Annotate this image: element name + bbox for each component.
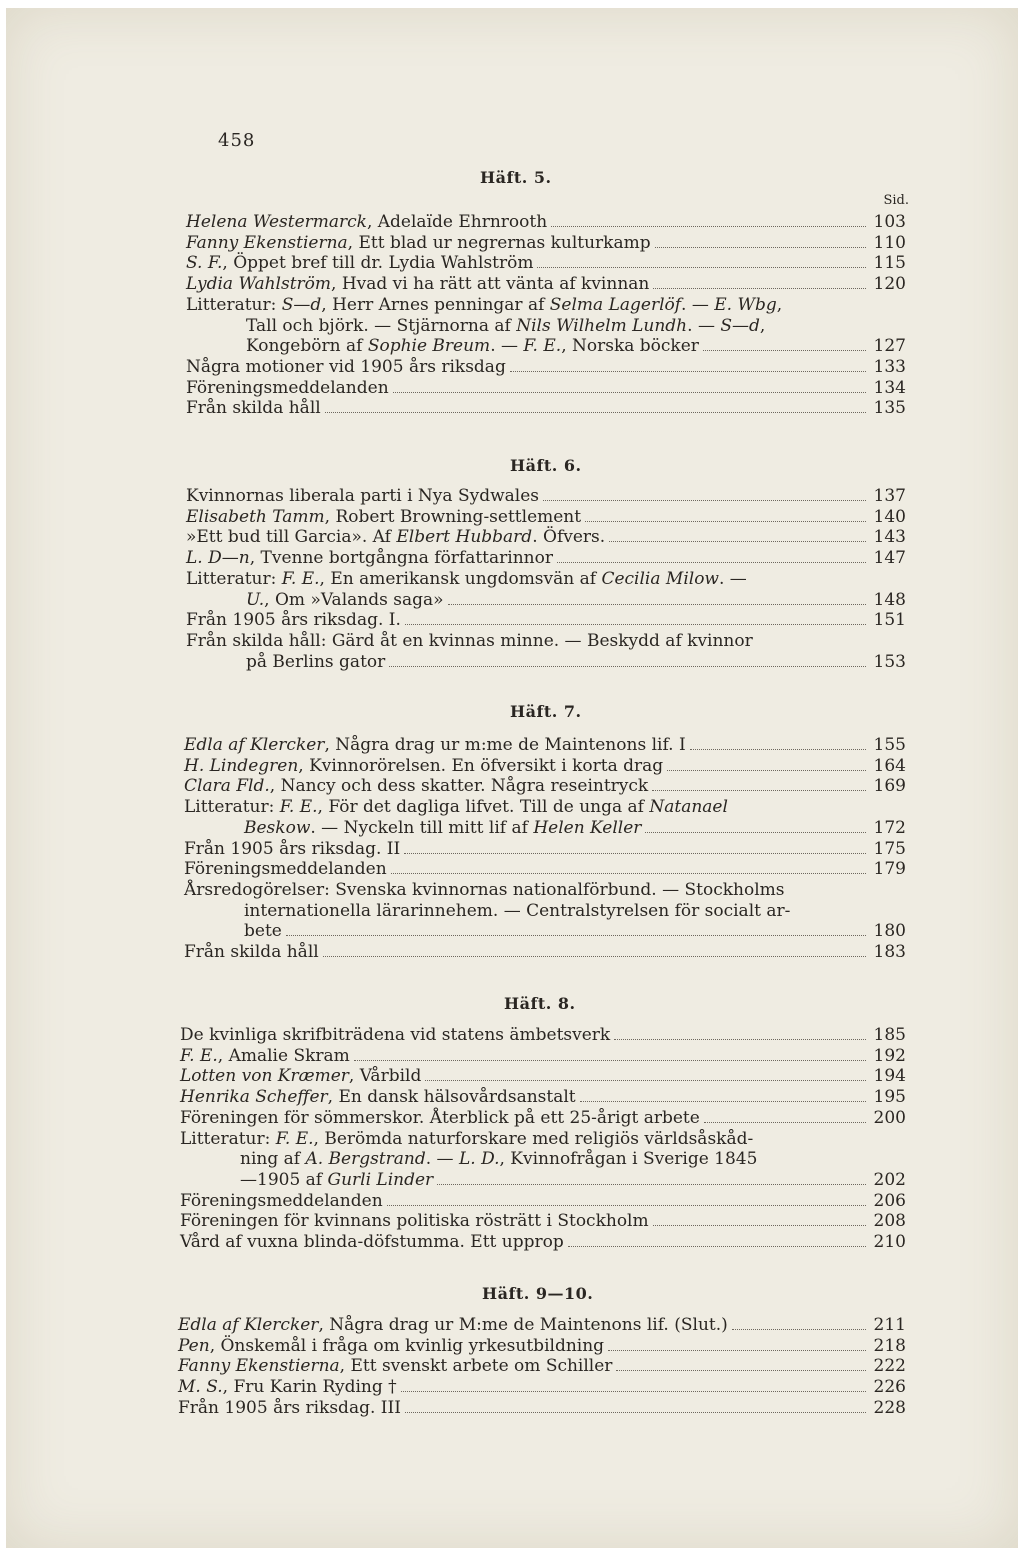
toc-entry-page: 200 (873, 1107, 906, 1128)
toc-entry-text: på Berlins gator (246, 651, 386, 672)
toc-entry (246, 652, 906, 673)
toc-entry-text: Henrika Scheffer, En dansk hälsovårdsanstalt (180, 1087, 576, 1108)
leader-dots (405, 624, 866, 625)
toc-entry-page: 137 (873, 486, 906, 506)
toc-entry-text: H. Lindegren, Kvinnorörelsen. En öfversikt i korta drag (184, 755, 664, 776)
toc-entry (186, 527, 906, 548)
leader-dots (690, 749, 866, 750)
toc-entry-text: Beskow. — Nyckeln till mitt lif af Helen Keller (244, 817, 642, 838)
toc-entry-page: 103 (873, 212, 906, 232)
toc-entry (240, 1149, 906, 1170)
section-title: Häft. 7. (510, 702, 582, 721)
toc-entry-page: 143 (873, 527, 906, 548)
toc-entry-text: Litteratur: F. E., För det dagliga lifvet. Till de unga af Natanael (184, 797, 728, 818)
toc-entry-text: Clara Fld., Nancy och dess skatter. Några reseintryck (184, 776, 649, 797)
toc-entry (244, 921, 906, 942)
toc-entry (186, 631, 906, 652)
toc-entry-text: Tall och björk. — Stjärnorna af Nils Wilhelm Lundh. — S—d, (246, 315, 766, 336)
section-title: Häft. 8. (504, 994, 576, 1013)
toc-entry-page: 206 (873, 1190, 906, 1211)
leader-dots (557, 562, 866, 563)
leader-dots (437, 1184, 866, 1185)
toc-entry (180, 1066, 906, 1087)
toc-entry-page: 155 (873, 735, 906, 755)
toc-entry-text: Edla af Klercker, Några drag ur m:me de Maintenons lif. I (184, 735, 686, 755)
toc-entry (244, 901, 906, 922)
leader-dots (614, 1039, 866, 1040)
leader-dots (655, 247, 866, 248)
leader-dots (393, 392, 866, 393)
toc-entry (180, 1025, 906, 1046)
toc-entry-text: Årsredogörelser: Svenska kvinnornas nationalförbund. — Stockholms (184, 879, 785, 900)
toc-entry-page: 210 (873, 1232, 906, 1252)
toc-entry-page: 120 (873, 274, 906, 295)
toc-entry-text: Fanny Ekenstierna, Ett blad ur negrernas kulturkamp (186, 232, 651, 253)
toc-entry-page: 110 (873, 232, 906, 253)
page-number: 458 (218, 130, 256, 151)
toc-entry (184, 839, 906, 860)
leader-dots (323, 956, 866, 957)
toc-entry-text: Elisabeth Tamm, Robert Browning-settlement (186, 506, 582, 527)
toc-entry-page: 153 (873, 651, 906, 672)
leader-dots (704, 1122, 866, 1123)
leader-dots (609, 541, 866, 542)
toc-entry-page: 133 (873, 356, 906, 377)
toc-entry (180, 1129, 906, 1150)
leader-dots (653, 1225, 866, 1226)
leader-dots (732, 1329, 866, 1330)
toc-entry (184, 859, 906, 880)
toc-entry-page: 195 (873, 1087, 906, 1108)
toc-entry-text: De kvinliga skrifbiträdena vid statens ämbetsverk (180, 1025, 611, 1045)
leader-dots (652, 790, 866, 791)
toc-entry-text: Litteratur: F. E., En amerikansk ungdomsvän af Cecilia Milow. — (186, 568, 747, 589)
toc-entry (186, 378, 906, 399)
toc-entry-text: L. D—n, Tvenne bortgångna författarinnor (186, 548, 553, 569)
toc-entry-text: Från skilda håll: Gärd åt en kvinnas minne. — Beskydd af kvinnor (186, 630, 753, 651)
toc-entry (180, 1046, 906, 1067)
leader-dots (286, 935, 866, 936)
toc-entry-page: 147 (873, 548, 906, 569)
toc-entry-page: 185 (873, 1025, 906, 1045)
leader-dots (653, 288, 866, 289)
toc-entry-text: Litteratur: S—d, Herr Arnes penningar af Selma Lagerlöf. — E. Wbg, (186, 294, 783, 315)
toc-entry (186, 507, 906, 528)
toc-entry (246, 336, 906, 357)
toc-entry-page: 218 (873, 1335, 906, 1356)
toc-entry (178, 1336, 906, 1357)
page-column-label: Sid. (883, 193, 909, 208)
toc-entry (178, 1377, 906, 1398)
toc-entry-text: Från 1905 års riksdag. I. (186, 610, 401, 631)
toc-entry-text: Lotten von Kræmer, Vårbild (180, 1066, 422, 1087)
toc-entry-text: F. E., Amalie Skram (180, 1045, 350, 1066)
toc-entry-text: Några motioner vid 1905 års riksdag (186, 356, 506, 377)
toc-entry-text: ning af A. Bergstrand. — L. D., Kvinnofrågan i Sverige 1845 (240, 1149, 758, 1170)
leader-dots (616, 1370, 866, 1371)
toc-entry-text: Vård af vuxna blinda-döfstumma. Ett upprop (180, 1232, 564, 1252)
toc-entry-text: Helena Westermarck, Adelaïde Ehrnrooth (186, 212, 548, 232)
table-of-contents (6, 8, 1018, 1548)
toc-entry-page: 211 (873, 1315, 906, 1335)
leader-dots (387, 1205, 866, 1206)
toc-entry (184, 735, 906, 756)
leader-dots (391, 873, 866, 874)
toc-entry-text: Edla af Klercker, Några drag ur M:me de Maintenons lif. (Slut.) (178, 1315, 728, 1335)
toc-entry (178, 1356, 906, 1377)
toc-entry (184, 776, 906, 797)
toc-entry-text: Lydia Wahlström, Hvad vi ha rätt att vänta af kvinnan (186, 274, 650, 295)
leader-dots (325, 412, 866, 413)
toc-entry-page: 194 (873, 1066, 906, 1087)
toc-entry-text: internationella lärarinnehem. — Centralstyrelsen för socialt ar- (244, 900, 791, 921)
leader-dots (580, 1101, 866, 1102)
toc-entry (186, 486, 906, 507)
toc-entry-text: »Ett bud till Garcia». Af Elbert Hubbard. Öfvers. (186, 527, 606, 548)
toc-entry-page: 180 (873, 921, 906, 942)
leader-dots (389, 666, 866, 667)
toc-entry (184, 756, 906, 777)
book-page (6, 8, 1018, 1548)
toc-entry-page: 169 (873, 776, 906, 797)
toc-entry-page: 226 (873, 1377, 906, 1398)
toc-entry-page: 192 (873, 1045, 906, 1066)
leader-dots (585, 521, 866, 522)
toc-entry-page: 151 (873, 610, 906, 631)
leader-dots (401, 1391, 866, 1392)
toc-entry (186, 295, 906, 316)
leader-dots (510, 371, 866, 372)
leader-dots (608, 1350, 866, 1351)
toc-entry (180, 1232, 906, 1253)
toc-entry (244, 818, 906, 839)
leader-dots (667, 770, 866, 771)
toc-entry-text: Föreningen för kvinnans politiska rösträtt i Stockholm (180, 1211, 649, 1232)
toc-entry-page: 202 (873, 1169, 906, 1190)
toc-entry-text: Från 1905 års riksdag. III (178, 1397, 401, 1418)
toc-entry-page: 148 (873, 589, 906, 610)
toc-entry (186, 233, 906, 254)
toc-entry-page: 127 (873, 336, 906, 357)
toc-entry (186, 253, 906, 274)
leader-dots (404, 853, 866, 854)
toc-entry (246, 316, 906, 337)
toc-entry-text: Kongebörn af Sophie Breum. — F. E., Norska böcker (246, 336, 699, 357)
toc-entry-page: 172 (873, 817, 906, 838)
toc-entry-text: —1905 af Gurli Linder (240, 1169, 434, 1190)
toc-entry (180, 1191, 906, 1212)
leader-dots (543, 500, 866, 501)
toc-entry (186, 548, 906, 569)
leader-dots (568, 1246, 866, 1247)
toc-entry (186, 274, 906, 295)
toc-entry (180, 1087, 906, 1108)
toc-entry-text: S. F., Öppet bref till dr. Lydia Wahlström (186, 253, 534, 274)
toc-entry-text: Kvinnornas liberala parti i Nya Sydwales (186, 486, 539, 506)
toc-entry-text: Fanny Ekenstierna, Ett svenskt arbete om Schiller (178, 1356, 613, 1377)
toc-entry (184, 797, 906, 818)
toc-entry (186, 569, 906, 590)
toc-entry-text: Pen, Önskemål i fråga om kvinlig yrkesutbildning (178, 1335, 605, 1356)
toc-entry-page: 208 (873, 1211, 906, 1232)
toc-entry-text: Föreningsmeddelanden (180, 1190, 383, 1211)
toc-entry-page: 140 (873, 506, 906, 527)
toc-entry-text: Från skilda håll (184, 942, 319, 962)
leader-dots (354, 1060, 866, 1061)
leader-dots (703, 350, 866, 351)
toc-entry-text: M. S., Fru Karin Ryding † (178, 1377, 397, 1398)
toc-entry (184, 880, 906, 901)
toc-entry (186, 212, 906, 233)
toc-entry (186, 398, 906, 419)
toc-entry (178, 1315, 906, 1336)
leader-dots (425, 1080, 866, 1081)
toc-entry (184, 942, 906, 963)
leader-dots (645, 832, 866, 833)
toc-entry-text: Föreningsmeddelanden (184, 859, 387, 880)
toc-entry (180, 1211, 906, 1232)
toc-entry-page: 135 (873, 398, 906, 419)
toc-entry-page: 134 (873, 377, 906, 398)
toc-entry-text: Från 1905 års riksdag. II (184, 838, 401, 859)
toc-entry (186, 610, 906, 631)
toc-entry-text: bete (244, 921, 282, 942)
toc-entry-text: Föreningsmeddelanden (186, 377, 389, 398)
toc-entry-text: Från skilda håll (186, 398, 321, 419)
leader-dots (551, 226, 866, 227)
toc-entry-page: 164 (873, 755, 906, 776)
toc-entry-text: Föreningen för sömmerskor. Återblick på ett 25-årigt arbete (180, 1107, 700, 1128)
toc-entry-text: U., Om »Valands saga» (246, 589, 444, 610)
toc-entry (246, 590, 906, 611)
toc-entry (186, 357, 906, 378)
toc-entry-page: 183 (873, 942, 906, 962)
toc-entry-page: 175 (873, 838, 906, 859)
toc-entry (240, 1170, 906, 1191)
toc-entry (178, 1398, 906, 1419)
section-title: Häft. 5. (480, 168, 552, 187)
leader-dots (405, 1412, 866, 1413)
toc-entry (180, 1108, 906, 1129)
section-title: Häft. 6. (510, 456, 582, 475)
leader-dots (537, 267, 866, 268)
leader-dots (448, 604, 866, 605)
toc-entry-text: Litteratur: F. E., Berömda naturforskare med religiös världsåskåd- (180, 1128, 754, 1149)
toc-entry-page: 115 (873, 253, 906, 274)
section-title: Häft. 9—10. (482, 1284, 594, 1303)
toc-entry-page: 222 (873, 1356, 906, 1377)
toc-entry-page: 228 (873, 1397, 906, 1418)
toc-entry-page: 179 (873, 859, 906, 880)
